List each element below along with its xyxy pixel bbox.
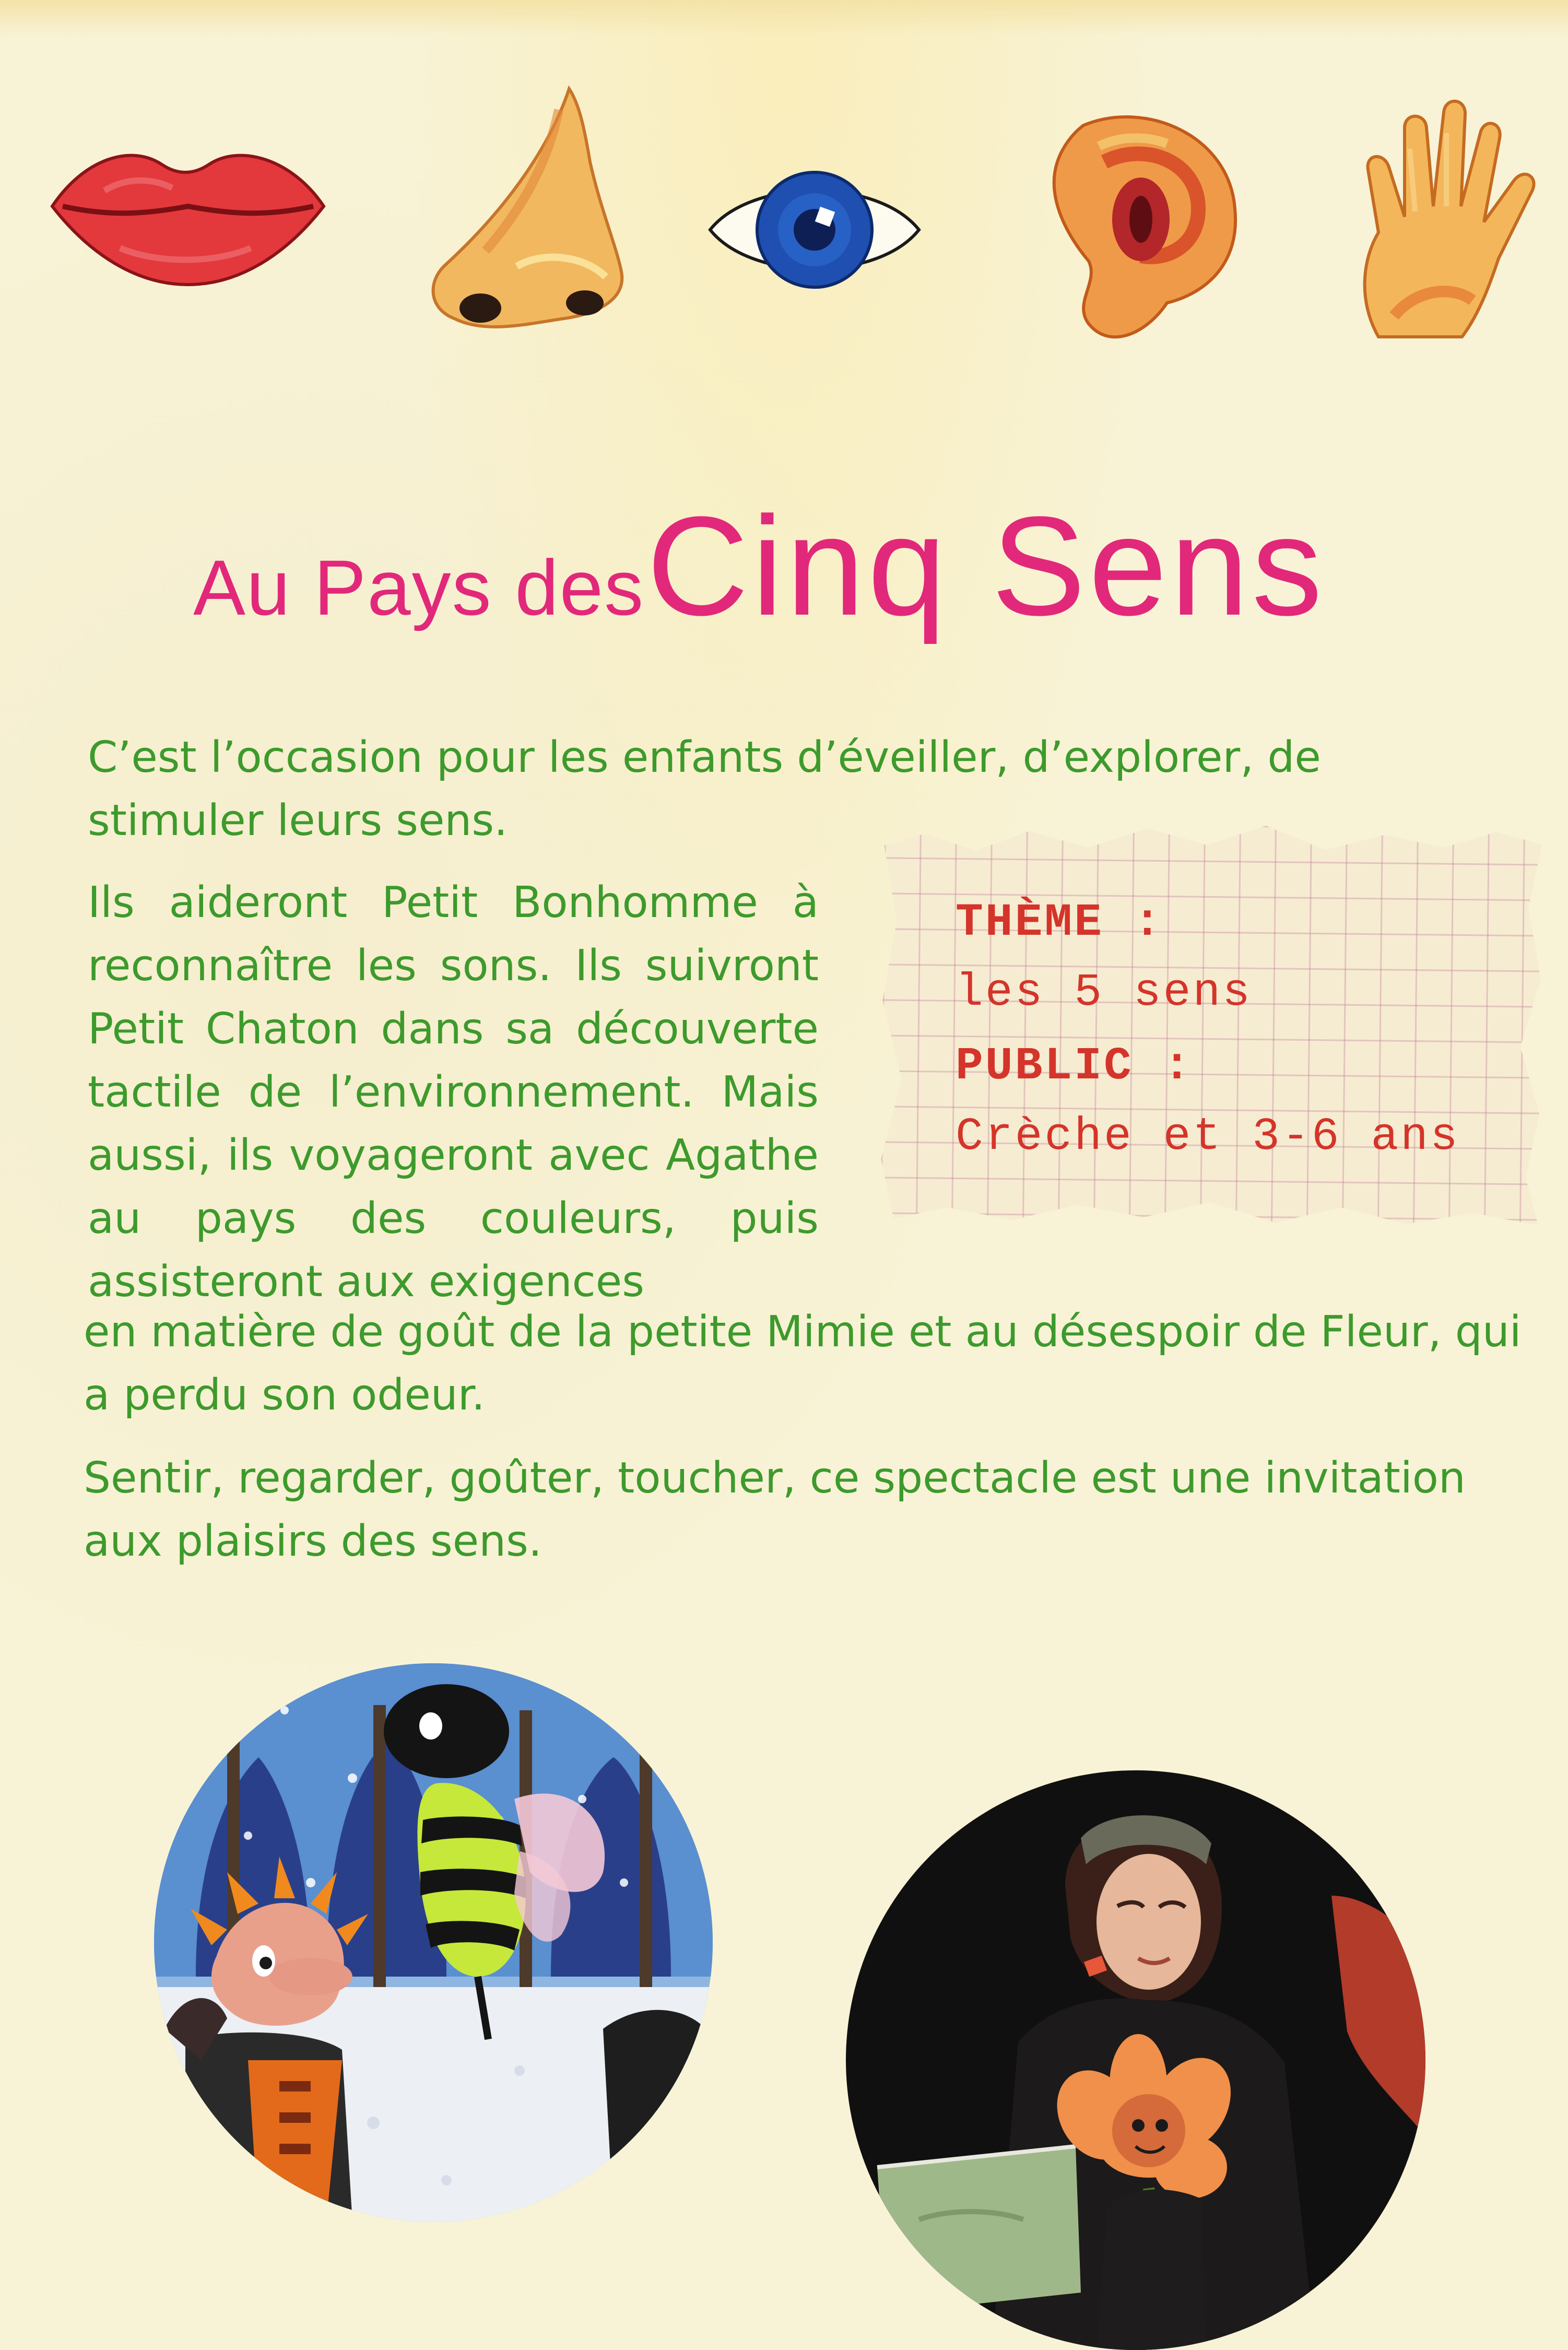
title-part2: Cinq Sens (646, 488, 1326, 645)
eye-icon (705, 157, 924, 303)
theme-value: les 5 sens (956, 967, 1253, 1019)
lips-icon (42, 128, 334, 295)
ear-icon (1042, 104, 1245, 350)
nose-icon (412, 78, 642, 339)
hand-icon (1347, 91, 1546, 352)
top-strip (0, 0, 1568, 37)
info-card (880, 821, 1542, 1225)
intro-paragraph: C’est l’occasion pour les enfants d’éveiller, d’explorer, de stimuler leurs sens. (88, 733, 1321, 845)
public-label: PUBLIC : (956, 1041, 1193, 1092)
photo-puppeteer-with-flower (846, 1770, 1425, 2350)
photo-puppet-and-bee (154, 1663, 713, 2222)
theme-label: THÈME : (956, 897, 1163, 949)
story-paragraph-part2: en matière de goût de la petite Mimie et au désespoir de Fleur, qui a perdu son odeur. (84, 1307, 1522, 1420)
public-value: Crèche et 3-6 ans (956, 1111, 1460, 1163)
title-part1: Au Pays des (193, 544, 645, 631)
page-title (193, 486, 1551, 648)
closing-paragraph: Sentir, regarder, goûter, toucher, ce spectacle est une invitation aux plaisirs des sens. (84, 1453, 1466, 1566)
story-paragraph-part1: Ils aideront Petit Bonhomme à reconnaître les sons. Ils suivront Petit Chaton dans sa découverte tactile de l’environnement. Mais aussi, ils voyageront avec Agathe au pays des couleurs, puis assisteront aux exigences (88, 878, 819, 1307)
